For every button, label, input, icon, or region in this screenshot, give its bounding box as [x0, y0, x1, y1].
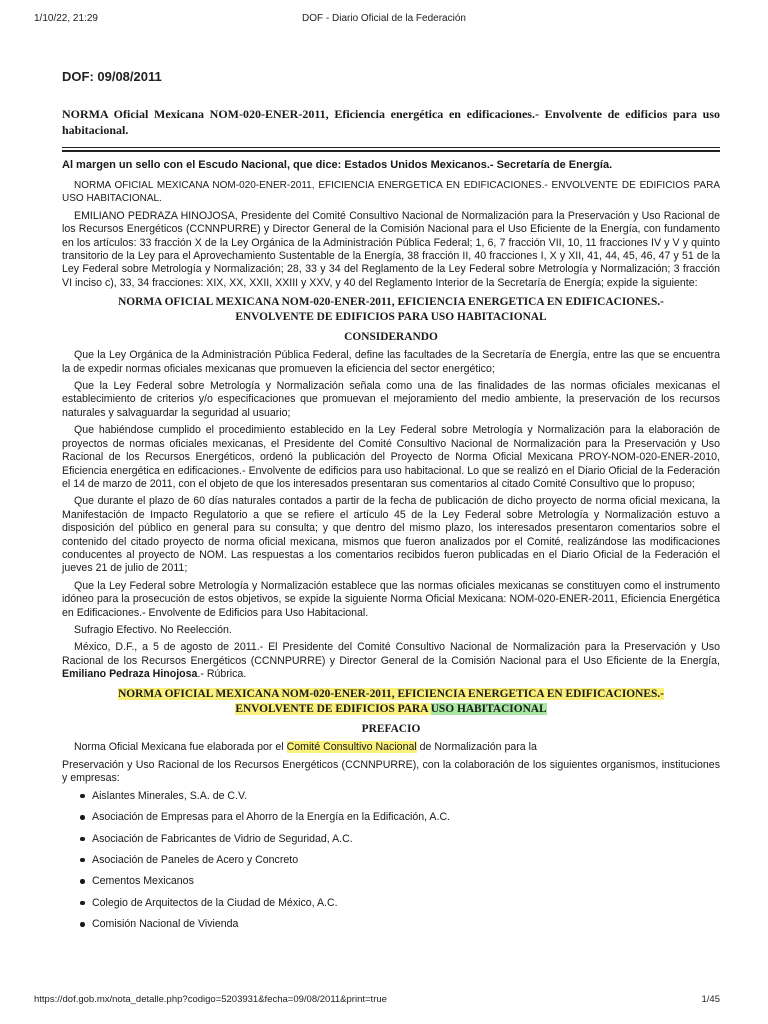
document-title: NORMA Oficial Mexicana NOM-020-ENER-2011, Eficiencia energética en edificaciones.- Envolvente de edificios para uso habitacional.	[62, 107, 720, 137]
print-timestamp: 1/10/22, 21:29	[34, 13, 98, 24]
list-item: Cementos Mexicanos	[78, 875, 720, 888]
considerando-paragraph-3: Que habiéndose cumplido el procedimiento establecido en la Ley Federal sobre Metrología y Normalización para la elaboración de proyectos de normas oficiales mexicanas, el Presidente del Comité Consultivo Nacional de Normalización para la Preservación y Uso Racional de los Recursos Energéticos, ordenó la publicación del Proyecto de Norma Oficial Mexicana PROY-NOM-020-ENER-2010, Eficiencia energética en edificaciones.- Envolvente de edificios para uso habitacional. Lo que se realizó en el Diario Oficial de la Federación el 14 de marzo de 2011, con el objeto de que los interesados presentaran sus comentarios al citado Comité Consultivo que lo propuso;	[62, 424, 720, 490]
prefacio-heading: PREFACIO	[361, 722, 421, 735]
list-item: Comisión Nacional de Vivienda	[78, 918, 720, 931]
considerando-paragraph-4: Que durante el plazo de 60 días naturales contados a partir de la fecha de publicación de dicho proyecto de norma oficial mexicana, la Manifestación de Impacto Regulatorio a que se refiere el artículo 45 de la Ley Federal sobre Metrología y Normalización estuvo a disposición del público en general para su consulta; y que dentro del mismo plazo, los interesados presentaron comentarios sobre el contenido del citado proyecto de norma oficial mexicana, mismos que fueron analizados por el Comité, realizándose las modificaciones conducentes al proyecto de NOM. Las respuestas a los comentarios recibidos fueron publicadas en el Diario Oficial de la Federación el jueves 21 de julio de 2011;	[62, 495, 720, 575]
sufragio-paragraph: Sufragio Efectivo. No Reelección.	[74, 623, 232, 636]
emiliano-paragraph: EMILIANO PEDRAZA HINOJOSA, Presidente del Comité Consultivo Nacional de Normalización para la Preservación y Uso Racional de los Recursos Energéticos (CCNNPURRE) y Director General de la Comisión Nacional para el Uso Eficiente de la Energía, con fundamento en los artículos: 33 fracción X de la Ley Orgánica de la Administración Pública Federal; 1, 6, 7 fracción VII, 10, 11 fracciones IV y V y quinto transitorio de la Ley para el Aprovechamiento Sustentable de la Energía, 38 fracción II, 40 fracciones I, X y XII, 41, 44, 45, 46, 47 y 51 de la Ley Federal sobre Metrología y Normalización; 28, 33 y 34 del Reglamento de la Ley Federal sobre Metrología y Normalización; 3 fracción VI inciso c), 33, 34 fracciones: XIX, XX, XXII, XXIII y XXV, y 40 del Reglamento Interior de la Secretaría de Energía; expide la siguiente:	[62, 209, 720, 289]
signature-text: México, D.F., a 5 de agosto de 2011.- El Presidente del Comité Consultivo Nacional de Normalización para la Preservación y Uso Racional de los Recursos Energéticos (CCNNPURRE) y Director General de la Comisión Nacional para el Uso Eficiente de la Energía,	[62, 641, 720, 667]
highlight-yellow: NORMA OFICIAL MEXICANA NOM-020-ENER-2011, EFICIENCIA ENERGETICA EN EDIFICACIONES.-	[118, 687, 664, 700]
considerando-paragraph-1: Que la Ley Orgánica de la Administración Pública Federal, define las facultades de la Secretaría de Energía, entre las que se encuentra la de expedir normas oficiales mexicanas que promueven la eficiencia del sector energético;	[62, 349, 720, 375]
signatory-name: Emiliano Pedraza Hinojosa	[62, 668, 198, 681]
title-divider-thick	[62, 150, 720, 152]
document-body	[62, 58, 720, 940]
caps-title-paragraph: NORMA OFICIAL MEXICANA NOM-020-ENER-2011, EFICIENCIA ENERGETICA EN EDIFICACIONES.- ENVOLVENTE DE EDIFICIOS PARA USO HABITACIONAL.	[62, 180, 720, 205]
prefacio-paragraph-2: Preservación y Uso Racional de los Recursos Energéticos (CCNNPURRE), con la colaboración de los siguientes organismos, instituciones y empresas:	[62, 759, 720, 785]
rubrica-text: .- Rúbrica.	[197, 668, 247, 681]
list-item: Asociación de Empresas para el Ahorro de la Energía en la Edificación, A.C.	[78, 811, 720, 824]
prefacio-paragraph-1	[62, 741, 720, 754]
dof-date: DOF: 09/08/2011	[62, 69, 162, 84]
norma-heading-line2: ENVOLVENTE DE EDIFICIOS PARA USO HABITACIONAL	[235, 311, 547, 324]
list-item: Colegio de Arquitectos de la Ciudad de México, A.C.	[78, 897, 720, 910]
organizations-list	[62, 790, 720, 931]
title-divider	[62, 147, 720, 148]
list-item: Asociación de Fabricantes de Vidrio de Seguridad, A.C.	[78, 833, 720, 846]
print-url: https://dof.gob.mx/nota_detalle.php?codigo=5203931&fecha=09/08/2011&print=true	[34, 994, 387, 1005]
norma-heading-highlighted-line1	[62, 687, 720, 702]
highlight-green: USO HABITACIONAL	[430, 702, 547, 715]
norma-heading-line1: NORMA OFICIAL MEXICANA NOM-020-ENER-2011, EFICIENCIA ENERGETICA EN EDIFICACIONES.-	[118, 296, 664, 309]
print-header	[0, 0, 768, 26]
signature-paragraph	[62, 641, 720, 681]
page-number: 1/45	[701, 994, 720, 1005]
prefacio-text-c: de Normalización para la	[416, 740, 537, 753]
print-footer	[0, 994, 768, 1014]
norma-heading-highlighted	[62, 687, 720, 717]
list-item: Aislantes Minerales, S.A. de C.V.	[78, 790, 720, 803]
margin-note: Al margen un sello con el Escudo Nacional, que dice: Estados Unidos Mexicanos.- Secretaría de Energía.	[62, 159, 613, 171]
norma-heading-highlighted-line2	[62, 702, 720, 717]
print-page-title: DOF - Diario Oficial de la Federación	[302, 13, 466, 24]
considerando-heading: CONSIDERANDO	[344, 331, 438, 344]
prefacio-text-a: Norma Oficial Mexicana fue elaborada por el	[74, 740, 287, 753]
list-item: Asociación de Paneles de Acero y Concreto	[78, 854, 720, 867]
considerando-paragraph-5: Que la Ley Federal sobre Metrología y Normalización establece que las normas oficiales mexicanas se constituyen como el instrumento idóneo para la prosecución de estos objetivos, se expide la siguiente Norma Oficial Mexicana: NOM-020-ENER-2011, Eficiencia Energética en Edificaciones.- Envolvente de Edificios para Uso Habitacional.	[62, 579, 720, 619]
norma-heading	[62, 295, 720, 325]
highlight-yellow: ENVOLVENTE DE EDIFICIOS PARA	[235, 702, 431, 715]
highlight-yellow: Comité Consultivo Nacional	[286, 740, 417, 753]
considerando-paragraph-2: Que la Ley Federal sobre Metrología y Normalización señala como una de las finalidades de las normas oficiales mexicanas el establecimiento de criterios y/o especificaciones que promuevan el mejoramiento del medio ambiente, la preservación de los recursos naturales y salvaguardar la seguridad al usuario;	[62, 380, 720, 419]
